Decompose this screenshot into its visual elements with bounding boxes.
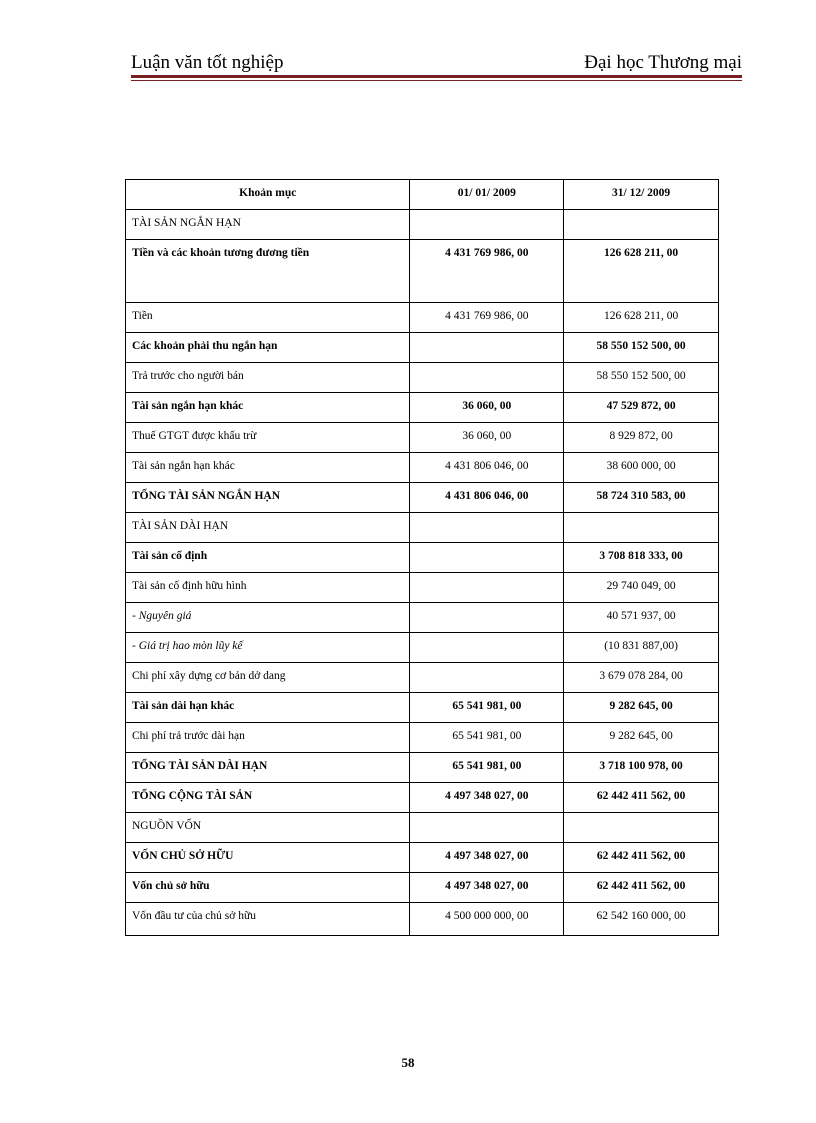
table-row (126, 303, 719, 333)
row-value-end: (10 831 887,00) (564, 633, 719, 663)
row-value-end: 62 442 411 562, 00 (564, 843, 719, 873)
row-value-end: 126 628 211, 00 (564, 240, 719, 303)
header-university: Đại học Thương mại (584, 52, 742, 73)
row-value-start: 4 497 348 027, 00 (410, 783, 564, 813)
row-value-end: 9 282 645, 00 (564, 693, 719, 723)
table-row (126, 723, 719, 753)
row-value-start (410, 363, 564, 393)
row-label: Tài sản ngắn hạn khác (126, 453, 410, 483)
row-value-start (410, 333, 564, 363)
row-value-start (410, 813, 564, 843)
row-label: NGUỒN VỐN (126, 813, 410, 843)
row-label: - Nguyên giá (126, 603, 410, 633)
row-label: Tiền (126, 303, 410, 333)
row-value-end: 8 929 872, 00 (564, 423, 719, 453)
row-value-end: 58 550 152 500, 00 (564, 363, 719, 393)
row-value-start: 36 060, 00 (410, 393, 564, 423)
column-header-start-date: 01/ 01/ 2009 (410, 180, 564, 210)
row-label: Vốn chủ sở hữu (126, 873, 410, 903)
row-label: Tài sản cố định (126, 543, 410, 573)
row-value-start: 4 431 806 046, 00 (410, 453, 564, 483)
row-label: TỔNG TÀI SẢN DÀI HẠN (126, 753, 410, 783)
row-label: TỔNG TÀI SẢN NGẮN HẠN (126, 483, 410, 513)
row-value-end: 58 724 310 583, 00 (564, 483, 719, 513)
row-value-end: 40 571 937, 00 (564, 603, 719, 633)
row-label: Trả trước cho người bán (126, 363, 410, 393)
table-header-row (126, 180, 719, 210)
row-value-start: 65 541 981, 00 (410, 693, 564, 723)
row-label: VỐN CHỦ SỞ HỮU (126, 843, 410, 873)
row-value-end: 3 708 818 333, 00 (564, 543, 719, 573)
row-label: Chi phí trả trước dài hạn (126, 723, 410, 753)
row-value-end: 29 740 049, 00 (564, 573, 719, 603)
table-row (126, 573, 719, 603)
table-row (126, 393, 719, 423)
row-value-end (564, 210, 719, 240)
row-value-end (564, 813, 719, 843)
table-row (126, 693, 719, 723)
table-row (126, 663, 719, 693)
table-row (126, 333, 719, 363)
page-number: 58 (401, 1055, 415, 1070)
balance-sheet-table (125, 179, 719, 936)
row-label: Tài sản cố định hữu hình (126, 573, 410, 603)
row-value-end: 47 529 872, 00 (564, 393, 719, 423)
row-value-end: 58 550 152 500, 00 (564, 333, 719, 363)
table-row (126, 513, 719, 543)
row-value-start: 4 431 769 986, 00 (410, 303, 564, 333)
row-value-start: 4 500 000 000, 00 (410, 903, 564, 936)
row-value-start (410, 513, 564, 543)
row-label: Tiền và các khoản tương đương tiền (126, 240, 410, 303)
row-value-end: 62 442 411 562, 00 (564, 873, 719, 903)
row-label: TÀI SẢN NGẮN HẠN (126, 210, 410, 240)
table-row (126, 453, 719, 483)
row-label: Chi phí xây dựng cơ bản dở dang (126, 663, 410, 693)
row-label: Các khoản phải thu ngắn hạn (126, 333, 410, 363)
row-value-end (564, 513, 719, 543)
table-row (126, 903, 719, 936)
row-value-start (410, 210, 564, 240)
row-value-start: 4 431 806 046, 00 (410, 483, 564, 513)
table-row (126, 423, 719, 453)
table-row (126, 813, 719, 843)
header-rule-thin (131, 80, 742, 81)
row-value-end: 62 542 160 000, 00 (564, 903, 719, 936)
row-value-start (410, 603, 564, 633)
row-value-end: 38 600 000, 00 (564, 453, 719, 483)
table-row (126, 633, 719, 663)
row-value-end: 9 282 645, 00 (564, 723, 719, 753)
column-header-item: Khoản mục (126, 180, 410, 210)
table-row (126, 783, 719, 813)
row-value-end: 3 718 100 978, 00 (564, 753, 719, 783)
column-header-end-date: 31/ 12/ 2009 (564, 180, 719, 210)
row-label: - Giá trị hao mòn lũy kế (126, 633, 410, 663)
row-value-start: 4 497 348 027, 00 (410, 873, 564, 903)
row-label: Tài sản ngắn hạn khác (126, 393, 410, 423)
row-value-start: 4 497 348 027, 00 (410, 843, 564, 873)
table-row (126, 483, 719, 513)
row-value-start (410, 543, 564, 573)
table-row (126, 843, 719, 873)
row-value-start: 4 431 769 986, 00 (410, 240, 564, 303)
table-row (126, 873, 719, 903)
row-value-end: 3 679 078 284, 00 (564, 663, 719, 693)
row-label: Thuế GTGT được khấu trừ (126, 423, 410, 453)
header-thesis-title: Luận văn tốt nghiệp (131, 52, 284, 73)
row-label: Tài sản dài hạn khác (126, 693, 410, 723)
row-value-end: 126 628 211, 00 (564, 303, 719, 333)
row-value-start (410, 573, 564, 603)
row-value-start: 65 541 981, 00 (410, 753, 564, 783)
row-value-start (410, 663, 564, 693)
table-row (126, 210, 719, 240)
row-value-start (410, 633, 564, 663)
table-row (126, 753, 719, 783)
table-row (126, 240, 719, 303)
table-row (126, 543, 719, 573)
row-label: TỔNG CỘNG TÀI SẢN (126, 783, 410, 813)
row-value-end: 62 442 411 562, 00 (564, 783, 719, 813)
row-label: Vốn đầu tư của chủ sở hữu (126, 903, 410, 936)
row-label: TÀI SẢN DÀI HẠN (126, 513, 410, 543)
row-value-start: 36 060, 00 (410, 423, 564, 453)
row-value-start: 65 541 981, 00 (410, 723, 564, 753)
table-row (126, 603, 719, 633)
header-rule-thick (131, 75, 742, 78)
table-row (126, 363, 719, 393)
